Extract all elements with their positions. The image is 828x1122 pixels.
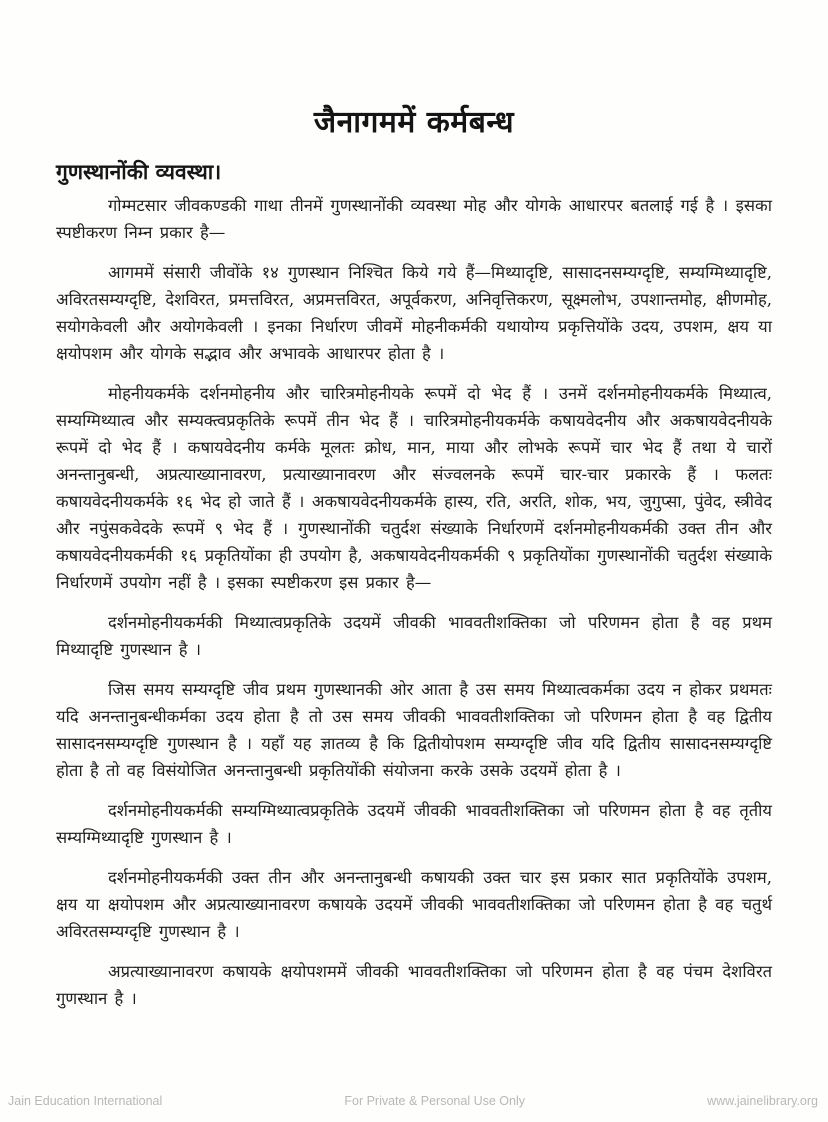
footer-usage-note: For Private & Personal Use Only [344, 1094, 525, 1108]
paragraph-1: गोम्मटसार जीवकण्डकी गाथा तीनमें गुणस्थानोंकी व्यवस्था मोह और योगके आधारपर बतलाई गई है । इसका स्पष्टीकरण निम्न प्रकार है— [56, 196, 772, 242]
paragraph-7: दर्शनमोहनीयकर्मकी उक्त तीन और अनन्तानुबन्धी कषायकी उक्त चार इस प्रकार सात प्रकृतियोंके उपशम, क्षय या क्षयोपशम और अप्रत्याख्यानावरण कषायके उदयमें जीवकी भाववतीशक्तिका जो परिणमन होता है वह चतुर्थ अविरतसम्यग्दृष्टि गुणस्थान है । [56, 868, 772, 941]
paragraph-5: जिस समय सम्यग्दृष्टि जीव प्रथम गुणस्थानकी ओर आता है उस समय मिथ्यात्वकर्मका उदय न होकर प्रथमतः यदि अनन्तानुबन्धीकर्मका उदय होता है तो उस समय जीवकी भाववतीशक्तिका जो परिणमन होता है वह द्वितीय सासादनसम्यग्दृष्टि गुणस्थान है । यहाँ यह ज्ञातव्य है कि द्वितीयोपशम सम्यग्दृष्टि जीव यदि द्वितीय सासादनसम्यग्दृष्टि होता है तो वह विसंयोजित अनन्तानुबन्धी प्रकृतियोंकी संयोजना करके उसके उदयमें होता है । [56, 680, 772, 780]
footer-website: www.jainelibrary.org [707, 1094, 818, 1108]
paragraph-block [56, 192, 772, 1012]
paragraph-3: मोहनीयकर्मके दर्शनमोहनीय और चारित्रमोहनीयके रूपमें दो भेद हैं । उनमें दर्शनमोहनीयकर्मके मिथ्यात्व, सम्यग्मिथ्यात्व और सम्यक्त्वप्रकृतिके रूपमें तीन भेद हैं । चारित्रमोहनीयकर्मके कषायवेदनीय और अकषायवेदनीयके रूपमें दो भेद हैं । कषायवेदनीय कर्मके मूलतः क्रोध, मान, माया और लोभके रूपमें चार भेद हैं तथा ये चारों अनन्तानुबन्धी, अप्रत्याख्यानावरण, प्रत्याख्यानावरण और संज्वलनके रूपमें चार-चार प्रकारके हैं । फलतः कषायवेदनीयकर्मके १६ भेद हो जाते हैं । अकषायवेदनीयकर्मके हास्य, रति, अरति, शोक, भय, जुगुप्सा, पुंवेद, स्त्रीवेद और नपुंसकवेदके रूपमें ९ भेद हैं । गुणस्थानोंकी चतुर्दश संख्याके निर्धारणमें दर्शनमोहनीयकर्मकी उक्त तीन और कषायवेदनीयकर्मकी १६ प्रकृतियोंका ही उपयोग है, अकषायवेदनीयकर्मकी ९ प्रकृतियोंका गुणस्थानोंकी चतुर्दश संख्याके निर्धारणमें उपयोग नहीं है । इसका स्पष्टीकरण इस प्रकार है— [56, 384, 772, 592]
paragraph-4: दर्शनमोहनीयकर्मकी मिथ्यात्वप्रकृतिके उदयमें जीवकी भाववतीशक्तिका जो परिणमन होता है वह प्रथम मिथ्यादृष्टि गुणस्थान है । [56, 613, 772, 659]
page-footer [0, 1094, 828, 1108]
footer-publisher: Jain Education International [8, 1094, 163, 1108]
paragraph-2: आगममें संसारी जीवोंके १४ गुणस्थान निश्चित किये गये हैं—मिथ्यादृष्टि, सासादनसम्यग्दृष्टि, सम्यग्मिथ्यादृष्टि, अविरतसम्यग्दृष्टि, देशविरत, प्रमत्तविरत, अप्रमत्तविरत, अपूर्वकरण, अनिवृत्तिकरण, सूक्ष्मलोभ, उपशान्तमोह, क्षीणमोह, सयोगकेवली और अयोगकेवली । इनका निर्धारण जीवमें मोहनीकर्मकी यथायोग्य प्रकृत्तियोंके उदय, उपशम, क्षय या क्षयोपशम और योगके सद्भाव और अभावके आधारपर होता है । [56, 263, 772, 363]
paragraph-6: दर्शनमोहनीयकर्मकी सम्यग्मिथ्यात्वप्रकृतिके उदयमें जीवकी भाववतीशक्तिका जो परिणमन होता है वह तृतीय सम्यग्मिथ्यादृष्टि गुणस्थान है । [56, 801, 772, 847]
document-body [56, 158, 772, 1025]
section-heading: गुणस्थानोंकी व्यवस्था। [56, 159, 222, 184]
document-title: जैनागममें कर्मबन्ध [313, 105, 515, 140]
paragraph-8: अप्रत्याख्यानावरण कषायके क्षयोपशममें जीवकी भाववतीशक्तिका जो परिणमन होता है वह पंचम देशविरत गुणस्थान है । [56, 962, 772, 1008]
